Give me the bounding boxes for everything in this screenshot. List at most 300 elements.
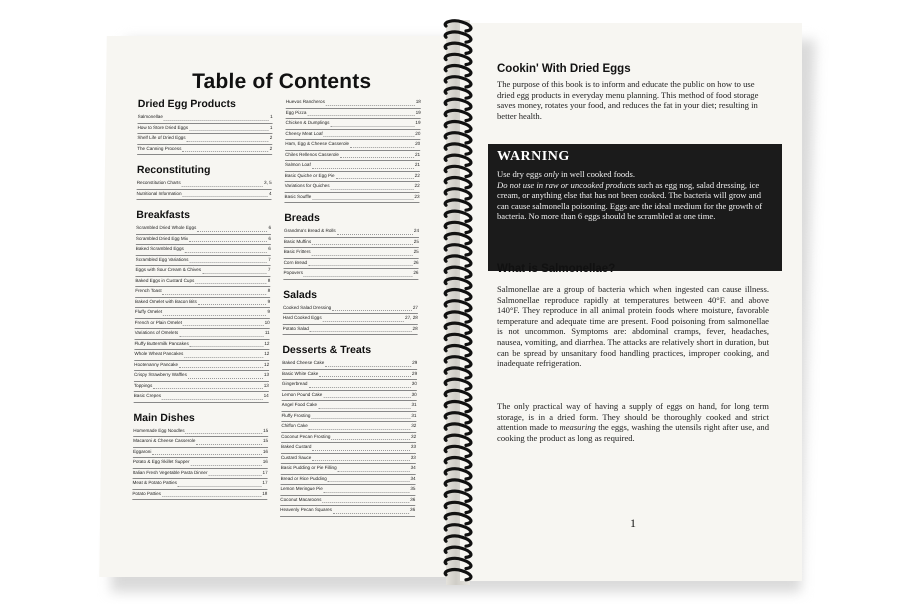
toc-entry-page: 7 <box>267 267 271 272</box>
toc-entry <box>281 412 416 423</box>
toc-entry <box>284 193 419 204</box>
toc-entry-page: 14 <box>263 393 269 398</box>
toc-entry-page: 27 <box>412 304 419 310</box>
toc-entry <box>285 151 420 162</box>
coil-loop <box>445 547 471 557</box>
toc-entry-label: Lemon Pound Cake <box>281 391 323 397</box>
toc-leader-dots <box>179 367 263 368</box>
toc-entry-label: Macaroni & Cheese Casserole <box>133 438 196 443</box>
salmonellae-heading: What is Salmonellae? <box>497 263 616 275</box>
toc-leader-dots <box>307 115 414 116</box>
toc-entry-page: 25 <box>413 249 419 254</box>
warning-text-part: Use dry eggs <box>497 169 545 179</box>
coil-loop <box>445 502 471 512</box>
toc-entry <box>134 382 269 393</box>
toc-entry-page: 36 <box>410 507 416 512</box>
toc-entry <box>281 454 416 465</box>
toc-entry <box>135 298 270 309</box>
toc-entry-label: Baked Omelet with Bacon Bits <box>135 298 197 304</box>
toc-section-heading: Breads <box>284 212 320 224</box>
toc-leader-dots <box>311 418 410 419</box>
coil-loop <box>445 21 471 31</box>
toc-entry-page: 18 <box>262 490 268 496</box>
coil-loop <box>445 334 471 344</box>
coil-loop <box>445 189 471 199</box>
coil-loop <box>445 525 471 535</box>
toc-entry <box>280 485 415 496</box>
coil-loop <box>445 570 471 580</box>
toc-entry <box>281 443 416 454</box>
toc-entry-page: 33 <box>410 454 416 460</box>
coil-loop <box>445 211 471 221</box>
toc-entry-page: 12 <box>264 351 270 356</box>
toc-section <box>136 164 272 200</box>
toc-leader-dots <box>202 273 267 274</box>
toc-leader-dots <box>330 126 414 127</box>
toc-entry-label: Coconut Macaroons <box>280 496 322 502</box>
toc-entry-label: Baked Custard <box>281 444 312 449</box>
toc-entry <box>283 304 418 315</box>
warning-text-part: such as egg nog, salad dressing, ice cream, or anything else that has not been cooked. The bacteria will grow and can cause salmonella poisoning. Eggs are the ideal medium for the growth of bacteria. No more than 6 eggs should be scrambled at one time. <box>497 179 763 222</box>
toc-leader-dots <box>152 454 261 455</box>
toc-entry <box>284 248 419 259</box>
toc-entry <box>282 401 417 412</box>
toc-entry-label: Grandma's Bread & Rolls <box>284 228 336 233</box>
toc-leader-dots <box>309 429 410 430</box>
toc-entry <box>137 179 272 190</box>
toc-entry <box>280 496 415 507</box>
toc-entry-page: 9 <box>267 309 270 314</box>
coil-loop <box>445 290 471 300</box>
toc-leader-dots <box>338 471 410 472</box>
coil-loop <box>445 558 471 568</box>
toc-entry-page: 28 <box>412 325 418 331</box>
coil-loop <box>445 413 471 423</box>
toc-entry <box>281 475 416 486</box>
toc-entry-page: 29 <box>411 370 418 376</box>
toc-entry-page: 13 <box>263 372 270 377</box>
toc-entry-label: Potato Patties <box>132 490 162 496</box>
toc-leader-dots <box>178 486 261 487</box>
toc-entry-page: 15 <box>262 438 269 443</box>
toc-leader-dots <box>332 310 412 311</box>
toc-entry <box>137 134 272 145</box>
toc-entry <box>135 287 270 298</box>
toc-leader-dots <box>336 178 414 179</box>
toc-section <box>283 212 419 280</box>
toc-entry-page: 27, 28 <box>405 315 418 320</box>
toc-entry-label: Crispy Strawberry Waffles <box>134 372 187 377</box>
toc-entry-label: Basic Quiche or Egg Pie <box>284 172 335 178</box>
coil-loop <box>445 54 471 64</box>
toc-entry <box>283 325 418 336</box>
toc-entry-page: 2 <box>269 135 273 140</box>
toc-leader-dots <box>198 304 267 305</box>
toc-section <box>134 209 272 403</box>
toc-leader-dots <box>319 376 411 377</box>
toc-leader-dots <box>324 136 415 137</box>
coil-loop <box>445 256 471 266</box>
toc-entry <box>134 361 269 372</box>
toc-leader-dots <box>325 366 411 367</box>
toc-entry <box>133 448 268 459</box>
toc-entry <box>286 98 421 109</box>
coil-loop <box>445 435 471 445</box>
toc-leader-dots <box>318 408 410 409</box>
toc-entry-page: 17 <box>262 469 268 475</box>
toc-entry-page: 13 <box>263 382 269 388</box>
coil-loop <box>445 446 471 456</box>
toc-entry-page: 15 <box>263 427 269 433</box>
toc-section-heading: Main Dishes <box>133 411 195 424</box>
toc-entry-label: Ham, Egg & Cheese Casserole <box>285 141 350 146</box>
toc-entry-page: 32 <box>411 423 417 428</box>
toc-leader-dots <box>322 502 409 503</box>
toc-leader-dots <box>183 325 264 326</box>
toc-entry-page: 6 <box>268 225 272 230</box>
toc-entry <box>284 238 419 249</box>
toc-leader-dots <box>312 168 414 169</box>
toc-entry-page: 30 <box>411 381 417 386</box>
toc-entry-page: 1 <box>270 114 273 119</box>
toc-entry-label: Scrambled Egg Variations <box>135 256 189 262</box>
toc-entry-label: Cheesy Meat Loaf <box>285 130 323 136</box>
storage-text-part: The only practical way of having a supply of eggs on hand, for long term storage, is in a dried form. They should be thoroughly cooked and strict attention made to <box>497 401 769 433</box>
toc-entry <box>138 113 273 124</box>
coil-loop <box>445 122 471 132</box>
toc-entry-label: Variations of Omelets <box>134 330 179 335</box>
toc-entry-page: 8 <box>267 288 271 293</box>
toc-entry <box>285 130 420 141</box>
toc-entry <box>134 340 269 351</box>
toc-entry-label: French Toast <box>135 288 162 293</box>
toc-entry <box>135 277 270 288</box>
toc-section <box>284 98 420 203</box>
toc-entry-label: Italian Fresh Vegetable Pasta Dinner <box>132 469 208 475</box>
toc-entry <box>134 350 269 361</box>
coil-loop <box>445 480 471 490</box>
toc-entry-label: Egg Pizza <box>285 109 307 115</box>
toc-leader-dots <box>195 283 266 284</box>
toc-entry-page: 25 <box>413 238 419 244</box>
toc-entry-page: 32 <box>411 433 417 439</box>
toc-section-heading: Desserts & Treats <box>282 344 372 356</box>
toc-leader-dots <box>308 387 410 388</box>
toc-entry-label: Chicken & Dumplings <box>285 120 330 125</box>
toc-leader-dots <box>323 397 410 398</box>
toc-entry-label: Custard Sauce <box>280 454 312 460</box>
toc-section-heading: Salads <box>283 288 318 301</box>
toc-leader-dots <box>189 130 269 131</box>
toc-entry <box>281 433 416 444</box>
toc-entry-label: Variations for Quiches <box>284 183 330 188</box>
toc-entry-page: 31 <box>411 402 417 407</box>
coil-loop <box>445 267 471 277</box>
toc-entry-page: 18 <box>415 99 421 104</box>
toc-entry-page: 31 <box>411 412 417 418</box>
toc-entry <box>135 319 270 330</box>
toc-entry-page: 26 <box>413 270 419 275</box>
toc-entry <box>132 479 267 490</box>
toc-entry-page: 36 <box>410 496 416 502</box>
toc-title: Table of Contents <box>191 70 372 93</box>
storage-emphasis: measuring <box>559 422 596 433</box>
toc-section-heading: Reconstituting <box>136 164 211 176</box>
toc-entry-page: 26 <box>413 259 419 265</box>
toc-leader-dots <box>153 388 262 389</box>
warning-emphasis: only <box>544 169 559 179</box>
toc-leader-dots <box>188 378 263 379</box>
toc-entry-label: Bread or Rice Pudding <box>280 475 327 481</box>
coil-loop <box>445 99 471 109</box>
toc-leader-dots <box>179 336 264 337</box>
toc-entry-label: Shelf Life of Dried Eggs <box>137 135 186 140</box>
toc-leader-dots <box>312 450 409 451</box>
coil-loop <box>445 323 471 333</box>
toc-entry <box>281 422 416 433</box>
warning-box <box>488 144 782 271</box>
toc-entry-label: Heavenly Pecan Squares <box>280 507 333 512</box>
storage-paragraph <box>497 401 769 443</box>
toc-entry-page: 12 <box>264 340 270 346</box>
toc-leader-dots <box>189 262 267 263</box>
toc-entry-page: 34 <box>410 475 416 481</box>
toc-section <box>283 289 419 336</box>
toc-entry <box>136 190 271 201</box>
intro-paragraph: The purpose of this book is to inform and educate the public on how to use dried egg products in everyday menu planning. This method of food storage saves money, rotates your food, and reduces the fat in your diet; resulting in better health. <box>497 79 759 121</box>
toc-leader-dots <box>330 189 413 190</box>
coil-loop <box>445 390 471 400</box>
coil-loop <box>445 166 471 176</box>
toc-entry-label: Angel Food Cake <box>281 402 318 407</box>
coil-loop <box>445 32 471 42</box>
toc-entry-label: Eggs with Sour Cream & Chives <box>135 267 202 272</box>
toc-entry <box>133 437 268 448</box>
toc-entry <box>136 256 271 267</box>
coil-loop <box>445 77 471 87</box>
toc-entry-page: 21 <box>414 162 421 167</box>
toc-entry-label: Homemade Egg Noodles <box>133 427 185 433</box>
coil-loop <box>445 155 471 165</box>
toc-entry <box>286 109 421 120</box>
toc-entry-page: 11 <box>264 330 270 335</box>
toc-leader-dots <box>324 492 409 493</box>
toc-entry <box>133 469 268 480</box>
toc-leader-dots <box>340 157 414 158</box>
toc-leader-dots <box>312 460 409 461</box>
coil-loop <box>445 144 471 154</box>
toc-entry-page: 21 <box>414 151 421 157</box>
toc-leader-dots <box>164 120 269 121</box>
toc-section <box>137 98 273 155</box>
toc-leader-dots <box>182 196 268 197</box>
toc-entry <box>134 392 269 403</box>
coil-loop <box>445 43 471 53</box>
toc-leader-dots <box>350 147 414 148</box>
toc-entry <box>285 140 420 151</box>
toc-entry-label: French or Plain Omelet <box>134 319 183 325</box>
toc-entry-page: 30 <box>411 391 417 397</box>
coil-loop <box>445 379 471 389</box>
toc-entry-label: Chiffon Cake <box>281 423 308 428</box>
toc-entry-label: Toppings <box>133 382 153 388</box>
toc-leader-dots <box>312 199 413 200</box>
toc-leader-dots <box>197 231 267 232</box>
toc-entry <box>282 359 417 370</box>
toc-section <box>280 344 417 517</box>
toc-entry-label: Fluffy Buttermilk Pancakes <box>134 340 189 346</box>
coil-loop <box>445 458 471 468</box>
coil-loop <box>445 234 471 244</box>
coil-loop <box>445 469 471 479</box>
toc-entry-page: 2 <box>269 145 273 151</box>
toc-entry-label: Nutritional Information <box>136 190 182 196</box>
toc-entry-page: 24 <box>413 228 420 233</box>
toc-entry <box>132 490 267 501</box>
right-page <box>460 23 802 581</box>
toc-entry-label: Baked Scrambled Eggs <box>135 246 184 251</box>
toc-entry-page: 33 <box>410 444 417 449</box>
toc-entry-page: 3, 5 <box>264 180 272 185</box>
toc-leader-dots <box>310 331 412 332</box>
toc-entry <box>285 119 420 130</box>
toc-entry-label: Potato & Egg Skillet Supper <box>132 459 190 464</box>
toc-entry <box>137 124 272 135</box>
toc-leader-dots <box>184 357 263 358</box>
toc-entry-page: 17 <box>262 480 268 485</box>
coil-loop <box>445 222 471 232</box>
toc-leader-dots <box>182 186 263 187</box>
toc-entry-label: Popovers <box>283 270 303 275</box>
toc-entry <box>284 259 419 270</box>
toc-entry <box>136 224 271 235</box>
toc-entry-page: 7 <box>268 256 271 262</box>
toc-entry <box>285 172 420 183</box>
spiral-binding <box>440 18 480 588</box>
toc-entry <box>282 380 417 391</box>
coil-loop <box>445 200 471 210</box>
toc-entry <box>133 427 268 438</box>
toc-leader-dots <box>187 141 269 142</box>
warning-emphasis: Do not use in raw or uncooked products <box>497 179 636 190</box>
toc-entry <box>135 329 270 340</box>
toc-entry <box>285 161 420 172</box>
coil-loop <box>445 278 471 288</box>
toc-leader-dots <box>162 496 261 497</box>
toc-entry-page: 35 <box>410 486 416 491</box>
toc-section <box>132 412 268 501</box>
toc-leader-dots <box>162 399 263 400</box>
coil-loop <box>445 402 471 412</box>
toc-entry-label: Basic Muffins <box>283 238 312 244</box>
toc-entry-page: 4 <box>268 190 272 196</box>
toc-entry-label: Basic Pudding or Pie Filling <box>280 465 337 470</box>
coil-loop <box>445 357 471 367</box>
toc-leader-dots <box>208 475 261 476</box>
toc-entry-page: 19 <box>415 109 421 115</box>
warning-text-part: in well cooked foods. <box>558 169 635 179</box>
toc-entry <box>285 182 420 193</box>
coil-loop <box>445 88 471 98</box>
toc-leader-dots <box>323 321 404 322</box>
coil-loop <box>445 491 471 501</box>
toc-leader-dots <box>328 481 410 482</box>
toc-entry <box>280 506 415 517</box>
storage-text-part: the eggs, washing the utensils right after use, and cooking the product as long as required. <box>497 422 770 443</box>
toc-entry <box>282 370 417 381</box>
toc-entry-label: Fluffy Omelet <box>134 309 163 314</box>
toc-entry-label: Salmon Loaf <box>284 162 311 167</box>
toc-entry-label: Huevos Rancheros <box>285 99 325 104</box>
toc-entry-page: 29 <box>412 360 418 365</box>
toc-entry <box>282 391 417 402</box>
toc-entry-label: Corn Bread <box>283 259 308 265</box>
toc-entry-page: 16 <box>262 448 269 454</box>
toc-leader-dots <box>312 244 413 245</box>
coil-loop <box>445 110 471 120</box>
toc-entry-page: 9 <box>267 298 271 304</box>
toc-entry-page: 16 <box>262 459 268 464</box>
toc-entry-label: Scrambled Dried Whole Eggs <box>136 225 197 230</box>
toc-entry-label: Eggaroni <box>132 448 152 454</box>
toc-entry <box>284 227 419 238</box>
toc-leader-dots <box>326 105 415 106</box>
coil-loop <box>445 301 471 311</box>
toc-entry-label: Cooked Salad Dressing <box>282 304 332 310</box>
toc-leader-dots <box>182 151 268 152</box>
toc-entry-page: 34 <box>410 465 416 470</box>
coil-loop <box>445 133 471 143</box>
toc-entry-page: 12 <box>264 361 270 367</box>
toc-entry-page: 22 <box>414 183 420 188</box>
toc-entry-label: Reconstitution Charts <box>136 180 181 185</box>
right-page-heading: Cookin' With Dried Eggs <box>497 63 631 75</box>
coil-loop <box>445 424 471 434</box>
toc-entry-page: 8 <box>267 277 271 283</box>
coil-loop <box>445 536 471 546</box>
toc-entry-page: 20 <box>415 141 421 146</box>
toc-entry-label: Coconut Pecan Frosting <box>281 433 331 439</box>
coil-loop <box>445 245 471 255</box>
toc-entry-label: Baked Eggs in Custard Cups <box>135 277 195 283</box>
toc-leader-dots <box>308 265 412 266</box>
toc-entry-label: Chiles Rellenos Casserole <box>285 151 340 157</box>
toc-entry-label: Scrambled Dried Egg Mix <box>135 235 189 241</box>
toc-entry-label: Baked Cheese Cake <box>282 360 325 365</box>
toc-entry <box>133 458 268 469</box>
toc-leader-dots <box>189 241 267 242</box>
toc-entry-label: Basic Crepes <box>133 393 162 398</box>
toc-entry <box>136 245 271 256</box>
toc-entry <box>283 314 418 325</box>
toc-entry-label: Hootenanny Pancake <box>134 361 179 367</box>
coil-loop <box>445 312 471 322</box>
toc-leader-dots <box>163 294 267 295</box>
toc-entry-label: Gingerbread <box>281 381 308 386</box>
toc-entry <box>135 266 270 277</box>
toc-entry <box>135 308 270 319</box>
toc-entry <box>281 464 416 475</box>
toc-entry-label: Basic White Cake <box>282 370 319 376</box>
toc-leader-dots <box>333 513 409 514</box>
toc-entry-label: Fluffy Frosting <box>281 412 311 418</box>
toc-column-1 <box>132 98 273 509</box>
toc-leader-dots <box>196 444 262 445</box>
toc-leader-dots <box>163 315 266 316</box>
toc-entry-label: Lemon Meringue Pie <box>280 486 323 491</box>
warning-text <box>497 169 773 222</box>
toc-entry-label: Basic Souffle <box>284 193 312 199</box>
